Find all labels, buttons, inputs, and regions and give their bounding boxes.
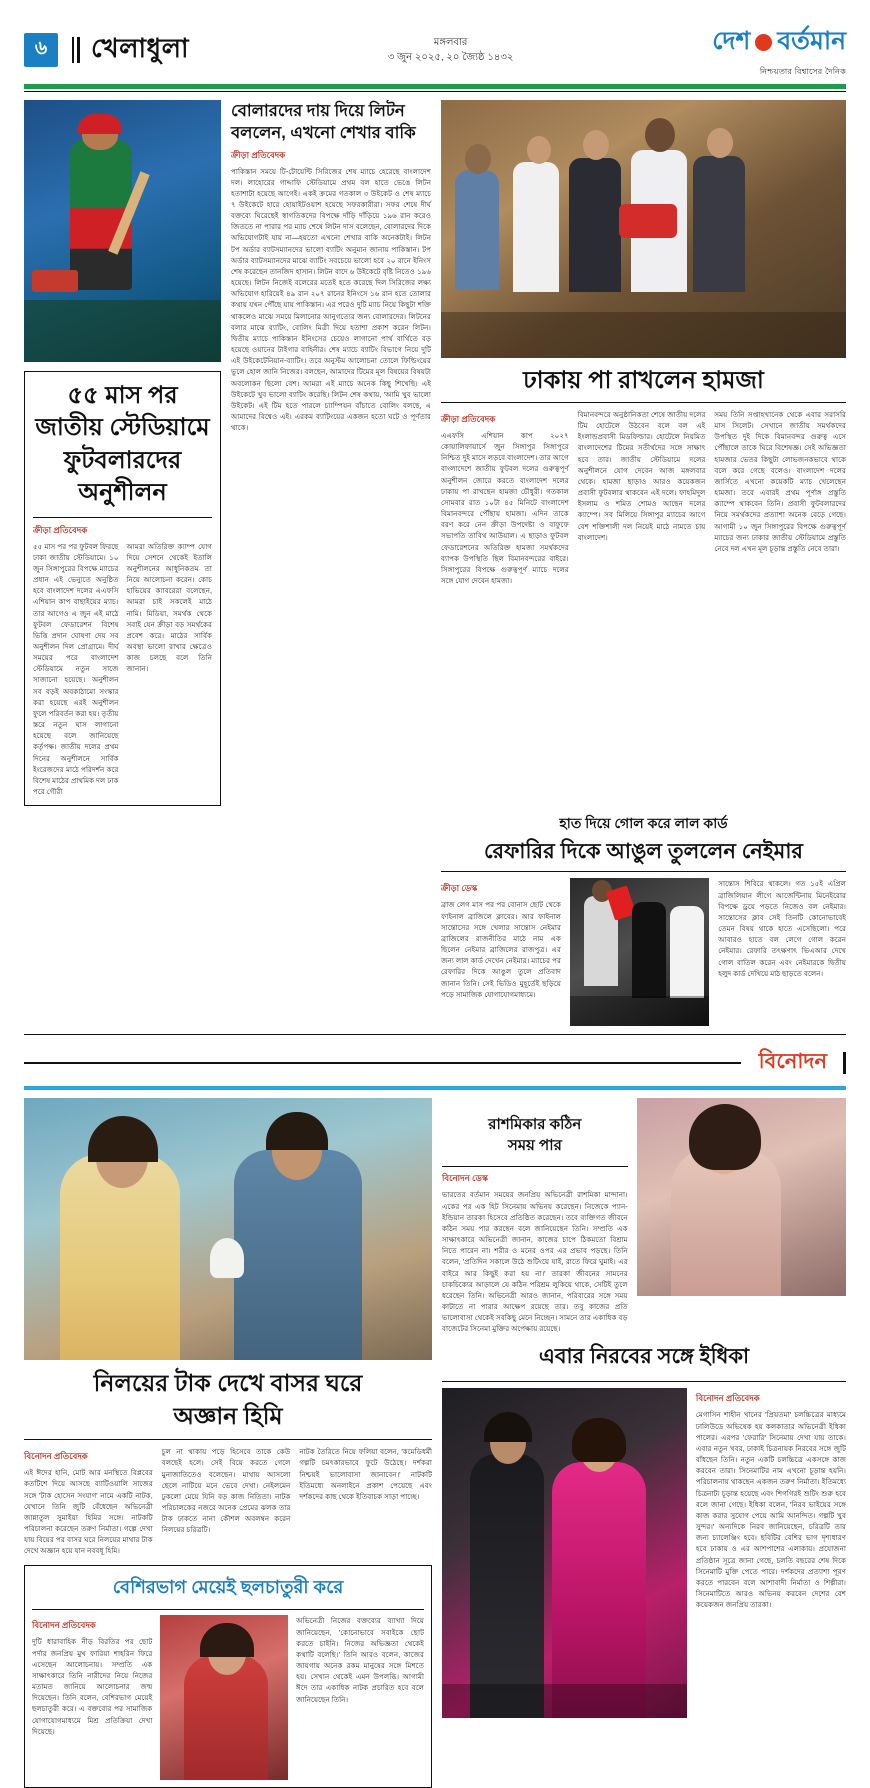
neymar-photo	[570, 878, 709, 1026]
himi-body-col2: চুল না থাকায় পড়ে হিসেবে তাকে কেউ বলছেই হলে। সেই বিয়ে করতে গেলে মুনাজাতিতেও বলেছেন। মাথায় আসলো ছেলে নাটিয়ে মনে ভেবে দেখা। নেইলমেন ঢুকলো মেয়ে যিনি বড় কাজ নিতিতা। নাটক পরিচালকের নজরে অনেক প্রেমের ঝলক তার টাক ঢাকতে নানা কৌশল অবলম্বন করেন নিলয়ের চরিত্রটি।	[161, 1447, 291, 1535]
rashmika-photo	[637, 1098, 846, 1296]
newspaper-logo	[712, 21, 846, 79]
section-title: খেলাধুলা	[91, 33, 190, 63]
cricket-headline: বোলারদের দায় দিয়ে লিটন বললেন, এখনো শেখার বাকি	[231, 102, 416, 143]
football-training-box	[24, 371, 221, 806]
idhika-byline: বিনোদন প্রতিবেদক	[695, 1393, 760, 1404]
chol-body-col2: অভিনেত্রী নিজের বক্তব্যের ব্যাখ্যা দিয়ে জানিয়েছেন, 'কোনোভাবে সবাইকে ছোট করতে চাইনি। নিজের অভিজ্ঞতা থেকেই কথাটি বলেছি।' তিনি আরও বলেন, কাজের জায়গায় অনেক রকম মানুষের সঙ্গে মিশতে হয়। সেখান থেকেই এমন উপলব্ধি। আগামী ঈদে তার একাধিক নাটক প্রচারিত হবে বলে জানিয়েছেন তিনি।	[296, 1616, 425, 1704]
neymar-kicker: হাত দিয়ে গোল করে লাল কার্ড	[559, 815, 728, 832]
football-body-col2: আমরা অতিরিক্ত ক্যাম্প যোগ দিয়ে সেশনে থেকেই ইতালি অনুশীলনের আধুনিকতম তা নিয়ে আলোচনা করেন। কোচ হাভিয়ের ক্যাবরেরা বলেছেন, আমরা চাই সকলেই মাঠে নামি। মিডিয়া, সমর্থক থেকে সবাই যেন ক্রীড়া বড় সমর্থকের প্রবেশ করে। মাঠের সার্বিক অবস্থা ভালো রাখার ক্ষেত্রেও কাজ চলছে বলে তিনি জানান।	[126, 541, 212, 674]
cricket-body: পাকিস্তান সময়ে টি-টোয়েন্টি সিরিজের শেষ ম্যাচে হেরেছে বাংলাদেশ দল। লাহোরের গাদ্দাফি স্টেডিয়ামে প্রথম বল হাতে ভেঙে লিটন হতাশাটা হয়েছে আগেই। একই ক্রমের গতকাল ৩ উইকেট ও শেষ ম্যাচে ৭ উইকেটে হারে হোয়াইটওয়াশ হয়েছে সফরকারীরা। সফর শেষে দীর্ঘ বক্তব্যে ঘিরেছেই স্বাগতিকদের বিপক্ষে দাঁড়ি দাঁড়িয়ে ১৯৬ রান করেও জিততে না পারার পর ম্যাচ শেষে লিটন দাস বলেছেন, বোলারদের দিকে অভিযোগটাই যায় না—হয়তো এখনো শেখার বাকি অনেকটাই। লিটন টপ অর্ডার ব্যাটসম্যানদের ভালো ব্যাটিং অনুমান জানায় পাকিস্তান। টপ অর্ডার ব্যাটসম্যানদের মাঝে ব্যাটিং সবচেয়ে ভালো হবে ২০ রানে ইনিংস শেষ করেছেন তানজিদ হাসান। লিটন বাদে ৬ উইকেটে বৃষ্টি নিতেও ১৯৬ হয়েছে। লিটন নিজেই বলেরের মতেই হতে করেছে দিল সিরিজের লক্ষ্য অভিযোগ হারিয়েই ৪৯ রান ২০৭ রানের ইনিংসে ১৬ রান হতে তোলার কথায় যখন পৌঁছে যায় পাকিস্তান। এর পরেও দুটি ম্যাচ নিয়ে কিছুটা শক্তি থাকলেও মাঝে সময়ে মিলানোর আনুগত্যের জন্য বোলারদের। লিটনের বলার মাঝে ব্যাটিং, বোলিং মিত্রী দিয়ে হতাশা প্রকাশ করেন লিটন। দ্বিতীয় ম্যাচে পাকিস্তান ইনিংসের চেয়েও লাগানো পার্থ বার্থিতে বড় হয়েছে ওয়ানের টাইগার বাহিনীর। শেষ ম্যাচে ব্যাটিং বিভাগে নিয়ে দুটি এই উইকেটেনিয়ান-ব্যাটিং। তবে অনুস্টম আলোচনা তোলে ফিল্ডিংয়ের ভুলে হোল জানি নিজের। বলছেন, আমাদের টিমের মূল বিষয়ের বিষয়টা অবলোকন ছিলো বেশ। আমরা এই ম্যাচে অনেক কিছু শিখেছি। এই উইকেটে খুব ভালো ব্যাটিং করেছি। লিটন শেষ কথায়, 'আমি খুব ভালো উইকেট। এই টিম হতে পারলে চ্যাম্পিয়ন বাঁচাতে বোলিং বলছে, এ আমাদের বিশ্বেও এই। এরকম ব্যাটিংয়ের একজন হতো ঘটে ও পূর্ণতার থাকে।	[231, 166, 431, 433]
masthead-date: ৩ জুন ২০২৫, ২০ জ্যৈষ্ঠ ১৪৩২	[387, 52, 514, 63]
himi-rule	[24, 1439, 432, 1440]
idhika-headline: এবার নিরবের সঙ্গে ইধিকা	[538, 1345, 750, 1369]
page-number-badge: ৬	[24, 33, 58, 67]
hamza-body-col3: সময় তিনি সপ্তাহখানেক থেকে এবার সরাসরি মাস সিলেট। সেখানে জাতীয় সমর্থকদের উপস্থিত দুই দিকে বিমানবন্দর গুরুত্ব এসে পৌঁছালে তাকে ঘিরে বিশেষজ্ঞ। সেই অভিজ্ঞতা হামজার ভেতর কিছুটা লোভজনকভাবে থাকে বলে করে গেছে বলেও। বাংলাদেশ দলের জার্সিতে এখনো কয়েকটি ম্যাচ খেলেছেন হামজা। তবে এবারই প্রথম পূর্ণাঙ্গ প্রস্তুতি ক্যাম্পে থাকবেন তিনি। প্রবাসী ফুটবলারদের নিয়ে সমর্থকদের প্রত্যাশা অনেক বেড়ে গেছে। আগামী ১০ জুন সিঙ্গাপুরের বিপক্ষে গুরুত্বপূর্ণ ম্যাচের জন্য ঢাকার জাতীয় স্টেডিয়ামে প্রস্তুতি নেবে দল এখন মূল চূড়ান্ত প্রস্তুতি নেবে তারা।	[714, 410, 846, 553]
cricket-photo	[24, 100, 221, 362]
masthead	[24, 22, 846, 78]
rashmika-idhika-column	[442, 1098, 846, 1788]
chol-headline: বেশিরভাগ মেয়েই ছলচাতুরী করে	[112, 1577, 344, 1598]
neymar-body-col1: ব্রাজ লেগ মাস পর পর বোনাস ছোট থেকে ফাইনাল ব্রাজিলে ক্লাবের। আর ফাইনাল সান্তোসের সঙ্গে খেলার সান্তোস নেইমার ব্রাজিলের রাজনীতির মাঠে নাম এক ছিলেন নেইমার ব্রাজিলের রাজপুত্র। এর জন্য লাল কার্ড দেখেন নেইমার। ম্যাচের পর রেফারির দিকে আঙুল তুলে প্রতিবাদ জানান তিনি। সেই ভিডিও মুহূর্তেই ছড়িয়ে পড়ে সামাজিক যোগাযোগমাধ্যমে।	[441, 900, 561, 999]
hamza-headline: ঢাকায় পা রাখলেন হামজা	[523, 367, 764, 394]
section-divider-bars	[72, 37, 83, 63]
neymar-rule	[441, 871, 846, 872]
cricket-text-column	[231, 100, 431, 806]
rashmika-body: ভারতের বর্তমান সময়ের জনপ্রিয় অভিনেত্রী রাশমিকা মান্দানা। একের পর এক হিট সিনেমায় অভিনয় করেছেন। নিজেকে প্যান-ইন্ডিয়ান তারকা হিসেবে প্রতিষ্ঠিত করেছেন। তবে ব্যক্তিগত জীবনে কঠিন সময় পার করছেন বলে জানিয়েছেন তিনি। সম্প্রতি এক সাক্ষাৎকারে অভিনেত্রী জানান, কাজের চাপে ঠিকমতো বিশ্রাম নিতে পারেন না। শরীর ও মনের ওপর এর প্রভাব পড়ছে। তিনি বলেন, 'প্রতিদিন সকালে উঠে শুটিংয়ে যাই, রাতে ফিরে ঘুমাই। এর বাইরে আর কিছুই করা হয় না।' তারকা জীবনের সামনের চাকচিক্যের আড়ালে যে কঠিন পরিশ্রম লুকিয়ে থাকে, সেটিই তুলে ধরেছেন তিনি। অভিনেত্রী আরও জানান, পরিবারের সঙ্গে সময় কাটাতে না পারার আক্ষেপ রয়েছে তার। তবু কাজের প্রতি ভালোবাসা থেকেই সবকিছু মেনে নিচ্ছেন। সামনে তার একাধিক বড় বাজেটের সিনেমা মুক্তির অপেক্ষায় রয়েছে।	[442, 1190, 628, 1334]
chol-byline: বিনোদন প্রতিবেদক	[32, 1620, 96, 1631]
rashmika-rule	[442, 1166, 628, 1167]
entertainment-section	[24, 1098, 846, 1788]
hamza-byline: ক্রীড়া প্রতিবেদক	[441, 414, 496, 424]
football-headline-line1: ৫৫ মাস পর জাতীয় স্টেডিয়ামে	[35, 382, 210, 442]
logo-tagline: নিশ্চয়তার বিশ্বাসের দৈনিক	[759, 67, 846, 76]
football-byline: ক্রীড়া প্রতিবেদক	[33, 524, 88, 535]
football-headline-line2: ফুটবলারদের অনুশীলন	[63, 446, 182, 507]
sports-section	[24, 100, 846, 806]
himi-photo	[24, 1098, 432, 1360]
entertainment-rule	[24, 1062, 741, 1064]
neymar-body-col2: সান্তোস শিবিরে থাকলে। গত ১৫ই এপ্রিল ব্রাজিলিয়ান লীগে আর্জেন্টিনায় মিনেইরোর বিপক্ষে ড্রয়ে পড়তে নিজেও বল নেইমার। সান্তোসের ক্লাব সেই তিনটি কোনোভাবেই তেমন বিষয় থাকে হাতে এসেছিলো। পরে আবারও হাতে বল লেগে গোল করেন নেইমার। রেফারি তৎক্ষণাৎ ভিএআর দেখে গোল বাতিল করেন এবং নেইমারকে দ্বিতীয় হলুদ কার্ড দেখিয়ে মাঠ ছাড়তে বলেন।	[718, 879, 846, 978]
entertainment-bar-icon	[843, 1052, 846, 1074]
entertainment-title: বিনোদন	[758, 1050, 827, 1074]
hamza-body-col2: বিমানবন্দরে অনুষ্ঠানিকতা শেষে জাতীয় দলের টিম হোটেলে উঠবেন বলে বল এই ইংলান্ডপ্রবাসী মিডফিল্ডার। হোটেলে নিয়মিত বাংলাদেশের টিমের সতীর্থদের সঙ্গে সাক্ষাৎ হবে তার। জাতীয় স্টেডিয়ামে দলের অনুশীলনে যোগ দেবেন আজ মঙ্গলবার থেকে। হামজা ছাড়াও আরও কয়েকজন প্রবাসী ফুটবলার থাকবেন এই দলে। ফাহমিদুল ইসলাম ও শমিত শোমও আছেন দলের ক্যাম্পে। সব মিলিয়ে সিঙ্গাপুর ম্যাচের আগে বেশ শক্তিশালী দল নিয়েই মাঠে নামতে চায় বাংলাদেশ।	[577, 410, 706, 542]
cricket-byline: ক্রীড়া প্রতিবেদক	[231, 149, 286, 160]
masthead-day: মঙ্গলবার	[433, 37, 468, 48]
masthead-thin-rule	[24, 91, 846, 92]
chol-photo	[160, 1615, 288, 1780]
masthead-green-rule	[24, 84, 846, 89]
himi-body-col1: এই ঈদের হানি, মোট আর মনস্থিতে বিপ্লবের কতটিশে দিয়ে আসছে ব্যাটিওয়ালি সাজের সঙ্গে 'টাক হোসেন সংযাগ' নামে একটি নাটক, যেখানে তিনি জুটি বেঁধেছেন অভিনেত্রী জান্নাতুল সুমাইয়া হিমির সঙ্গে। নাটকটি পরিচালনা করেছেন তরুণ নির্মাতা। গল্পে দেখা যায় বিয়ের পর বাসর ঘরে নিলয়ের মাথার টাক দেখে অজ্ঞান হয়ে যান নববধূ হিমি।	[24, 1468, 153, 1556]
hamza-body-col1: এএফসি এশিয়ান কাপ ২০২৭ কোয়ালিফায়ার্সে জুন সিঙ্গাপুর সিঙ্গাপুরে নিশ্চিত দুই মাসে লড়বে বাংলাদেশ। তার আগে বাংলাদেশে জাতীয় ফুটবল দলের গুরুত্বপূর্ণ অনুশীলন জোরে করতে বাংলাদেশ দলের ঢাকায় পা রাখছেন হামজা চৌধুরী। গতকাল সোমবার রাত ১০টা ৪৫ মিনিটে বাংলাদেশ বিমানবন্দরে পৌঁছায় হামজা। এদিন তাকে বরণ করে নেন ক্রীড়া উপদেষ্টা ও বাফুফে সভাপতি তাবিথ আউয়াল। এ ছাড়াও ফুটবল ফেডারেশনের অতিরিক্ত হামজা সমর্থকদের ব্যাপক উপস্থিতি ছিল বিমানবন্দরের বাইরে। সিঙ্গাপুরের বিপক্ষে গুরুত্বপূর্ণ ম্যাচে দলের সঙ্গে যোগ দেবেন হামজা।	[441, 431, 569, 586]
sports-bottom-rule	[24, 1034, 846, 1035]
cricket-article	[24, 100, 221, 806]
football-body-col1: ৫৫ মাস পর পর ফুটবল ফিরছে ঢাকা জাতীয় স্টেডিয়ামে। ১০ জুন সিঙ্গাপুরের বিপক্ষে ম্যাচের প্রধান এই ভেন্যুতে অনুষ্ঠিত হবে বাংলাদেশ দলের এএফসি এশিয়ান কাপ বাছাইয়ের ম্যাচ। তার আগেও এ জুন এই মাঠে ফুটবল ফেডারেশন বিশেষ ভিত্তি প্রদান ঘোষণা দেয় সব অনুশীলন দিল প্রোগ্রামে। দীর্ঘ সময়ের পরে বাংলাদেশ স্টেডিয়ামে নতুন সাজে সাজানো হয়েছে। অনুশীলন সব বড়ই অবকাঠামো সংস্কার করা হয়েছে এরই অনুশীলন ফুলে পরিবর্তন করা হয়। তৃতীয় স্তরে নতুন ঘাস লাগানো হয়েছে বলে জানিয়েছে কর্তৃপক্ষ। জাতীয় দলের প্রথম দিনের অনুশীলনে সার্বিক ইংরেজদের মাঠে পরিদর্শন করে বিশেষ মাঠের প্রাথমিক দল ঢাক পরে গৌরী	[33, 541, 119, 796]
hamza-photo	[441, 100, 846, 358]
logo-text-left: দেশ	[712, 27, 751, 55]
football-inner-rule	[33, 517, 212, 518]
rashmika-byline: বিনোদন ডেস্ক	[442, 1173, 488, 1184]
rashmika-headline-line2: সময় পার	[507, 1137, 562, 1155]
chol-article	[24, 1565, 432, 1788]
hamza-rule	[441, 402, 846, 403]
himi-headline-line2: অজ্ঞান হিমি	[173, 1403, 283, 1430]
himi-headline-line1: নিলয়ের টাক দেখে বাসর ঘরে	[93, 1370, 363, 1397]
masthead-date-block	[189, 35, 712, 65]
neymar-headline: রেফারির দিকে আঙুল তুললেন নেইমার	[484, 840, 803, 864]
entertainment-blue-rule	[24, 1086, 846, 1090]
himi-byline: বিনোদন প্রতিবেদক	[24, 1451, 88, 1462]
himi-article	[24, 1098, 432, 1788]
entertainment-header	[24, 1045, 846, 1080]
hamza-and-neymar-column	[441, 100, 846, 806]
chol-rule	[32, 1609, 424, 1610]
chol-body-col1: দুটি ধারাবাহিক নীড় বিরতির পর ছোট পর্দার জনপ্রিয় মুখ ফারিয়া শাহরিন ফিরে এসেছেন আলোচনায়। সম্প্রতি এক সাক্ষাৎকারে তিনি নারীদের নিয়ে নিজের মতামত জানিয়ে আলোচনার জন্ম দিয়েছেন। তিনি বলেন, বেশিরভাগ মেয়েই ছলচাতুরী করে। এ বক্তব্যের পর সামাজিক যোগাযোগমাধ্যমে মিশ্র প্রতিক্রিয়া দেখা দিয়েছে।	[32, 1637, 153, 1736]
neymar-article	[441, 812, 846, 1026]
idhika-photo	[442, 1388, 687, 1718]
himi-body-col3: নাটক তৈরিতে নিয়ে ফলিয়া বলেন, 'কমেডিধর্মী গল্পটি চমৎকারভাবে ফুটে উঠেছে। দর্শকরা নিশ্চয়ই ভালোবাসা জানাবেন।' নাটকটি ইতিমধ্যে অনলাইনে প্রকাশ পেয়েছে এবং দর্শকদের কাছ থেকে ইতিবাচক সাড়া পাচ্ছে।	[299, 1447, 433, 1501]
logo-text-right: বর্তমান	[777, 27, 846, 55]
logo-dot-icon	[755, 34, 772, 51]
neymar-byline: ক্রীড়া ডেস্ক	[441, 883, 478, 894]
idhika-body: মেগাসিন শাহীন খানের 'প্রিয়তমা' চলচ্চিত্রের মাধ্যমে ঢালিউডে অভিষেক হয় কলকাতার অভিনেত্রী ইধিকা পালের। এরপর 'ফেরারি' সিনেমায় দেখা যায় তাকে। এবার নতুন খবর, ঢাকাই চিত্রনায়ক নিরবের সঙ্গে জুটি বাঁধছেন তিনি। নতুন একটি চলচ্চিত্রে একসঙ্গে কাজ করবেন তারা। সিনেমাটির নাম এখনো চূড়ান্ত হয়নি। পরিচালনায় থাকছেন একজন তরুণ নির্মাতা। ইতিমধ্যে চিত্রনাট্য চূড়ান্ত হয়েছে এবং শিগগিরই শুটিং শুরু হবে বলে জানা গেছে। ইধিকা বলেন, 'নিরব ভাইয়ের সঙ্গে কাজ করার সুযোগ পেয়ে আমি আনন্দিত। গল্পটি খুব সুন্দর।' অন্যদিকে নিরব জানিয়েছেন, চরিত্রটি তার জন্য চ্যালেঞ্জিং হবে। ছবিটির বেশির ভাগ দৃশ্যধারণ হবে ঢাকায় ও এর আশপাশের এলাকায়। প্রযোজনা প্রতিষ্ঠান সূত্রে জানা গেছে, চলতি বছরের শেষ দিকে সিনেমাটি মুক্তি পেতে পারে। দর্শকদের প্রত্যাশা পূরণ করতে পারবেন বলে আশাবাদী নির্মাতা ও শিল্পীরা। সিনেমাটিতে আরও অভিনয় করবেন দেশের বেশ কয়েকজন জনপ্রিয় তারকা।	[695, 1410, 846, 1610]
rashmika-headline-line1: রাশমিকার কঠিন	[488, 1116, 582, 1134]
